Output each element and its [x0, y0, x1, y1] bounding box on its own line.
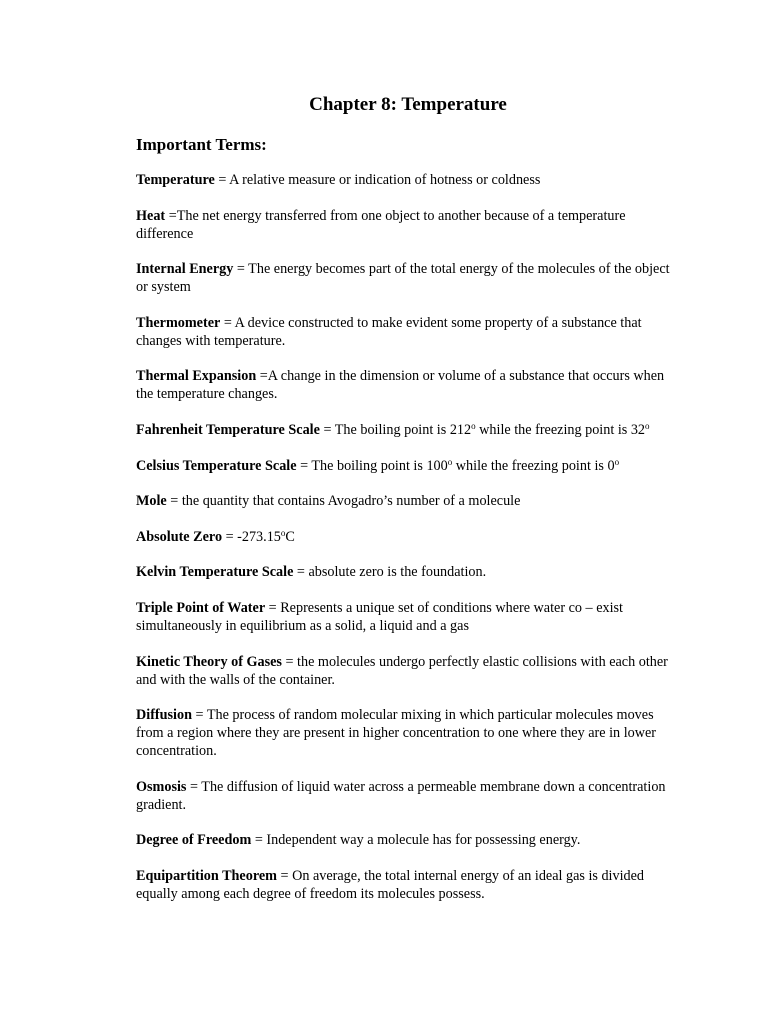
term-entry: [136, 492, 680, 510]
term-definition: = -273.15: [222, 528, 281, 545]
term-entry: [136, 457, 680, 475]
term-definition: =The net energy transferred from one object to another because of a temperature difference: [136, 207, 626, 242]
term-definition: while the freezing point is 0: [452, 457, 615, 474]
term-definition: = A device constructed to make evident some property of a substance that changes with temperature.: [136, 314, 642, 349]
term-name: Mole: [136, 493, 167, 510]
term-name: Absolute Zero: [136, 528, 223, 545]
degree-superscript: o: [645, 420, 650, 431]
term-definition: = The boiling point is 100: [296, 457, 448, 474]
term-definition: =A change in the dimension or volume of a substance that occurs when the temperature changes.: [136, 368, 665, 403]
term-entry: [136, 563, 680, 581]
term-entry: [136, 653, 680, 689]
term-name: Triple Point of Water: [136, 599, 266, 616]
degree-superscript: o: [447, 456, 453, 467]
term-entry: [136, 207, 680, 243]
term-definition: = The boiling point is 212: [319, 421, 472, 438]
degree-superscript: o: [471, 420, 476, 431]
term-entry: [136, 831, 680, 849]
term-entry: [136, 778, 680, 814]
term-definition: = On average, the total internal energy of an ideal gas is divided equally among each degree of freedom its molecules possess.: [136, 867, 645, 902]
term-definition: = the quantity that contains Avogadro’s number of a molecule: [166, 493, 521, 510]
term-entry: [136, 260, 680, 296]
term-entry: [136, 314, 680, 350]
section-heading: Important Terms:: [136, 135, 267, 154]
term-definition: = Represents a unique set of conditions where water co – exist simultaneously in equilibrium as a solid, a liquid and a gas: [136, 599, 623, 634]
term-name: Kelvin Temperature Scale: [136, 564, 294, 581]
term-definition: = Independent way a molecule has for possessing energy.: [251, 832, 581, 849]
terms-list: [136, 171, 680, 903]
term-name: Heat: [136, 207, 166, 224]
term-entry: [136, 367, 680, 403]
term-definition: = The diffusion of liquid water across a permeable membrane down a concentration gradient.: [136, 778, 666, 813]
degree-superscript: o: [614, 456, 620, 467]
term-name: Celsius Temperature Scale: [136, 457, 297, 474]
term-name: Osmosis: [136, 778, 187, 795]
term-entry: [136, 599, 680, 635]
document-page: [136, 93, 680, 921]
term-name: Fahrenheit Temperature Scale: [136, 421, 320, 438]
term-name: Degree of Freedom: [136, 832, 252, 849]
term-definition: = A relative measure or indication of hotness or coldness: [214, 172, 541, 188]
term-name: Internal Energy: [136, 261, 234, 278]
degree-superscript: o: [280, 527, 286, 538]
term-name: Thermal Expansion: [136, 368, 257, 385]
page-title: Chapter 8: Temperature: [309, 94, 507, 115]
term-name: Temperature: [136, 172, 215, 188]
term-definition: while the freezing point is 32: [475, 421, 646, 438]
term-definition: = The energy becomes part of the total energy of the molecules of the object or system: [136, 261, 670, 296]
term-name: Diffusion: [136, 707, 192, 724]
term-entry: [136, 528, 680, 546]
term-definition: = absolute zero is the foundation.: [293, 564, 487, 581]
term-entry: [136, 171, 680, 189]
term-definition: C: [285, 528, 295, 545]
term-entry: [136, 867, 680, 903]
term-name: Equipartition Theorem: [136, 867, 277, 884]
term-name: Kinetic Theory of Gases: [136, 653, 282, 670]
term-definition: = the molecules undergo perfectly elastic collisions with each other and with the walls of the container.: [136, 653, 668, 688]
term-name: Thermometer: [136, 314, 221, 331]
term-definition: = The process of random molecular mixing in which particular molecules moves from a region where they are present in higher concentration to one where they are in lower concentration.: [136, 707, 656, 760]
term-entry: [136, 706, 680, 760]
term-entry: [136, 421, 680, 439]
